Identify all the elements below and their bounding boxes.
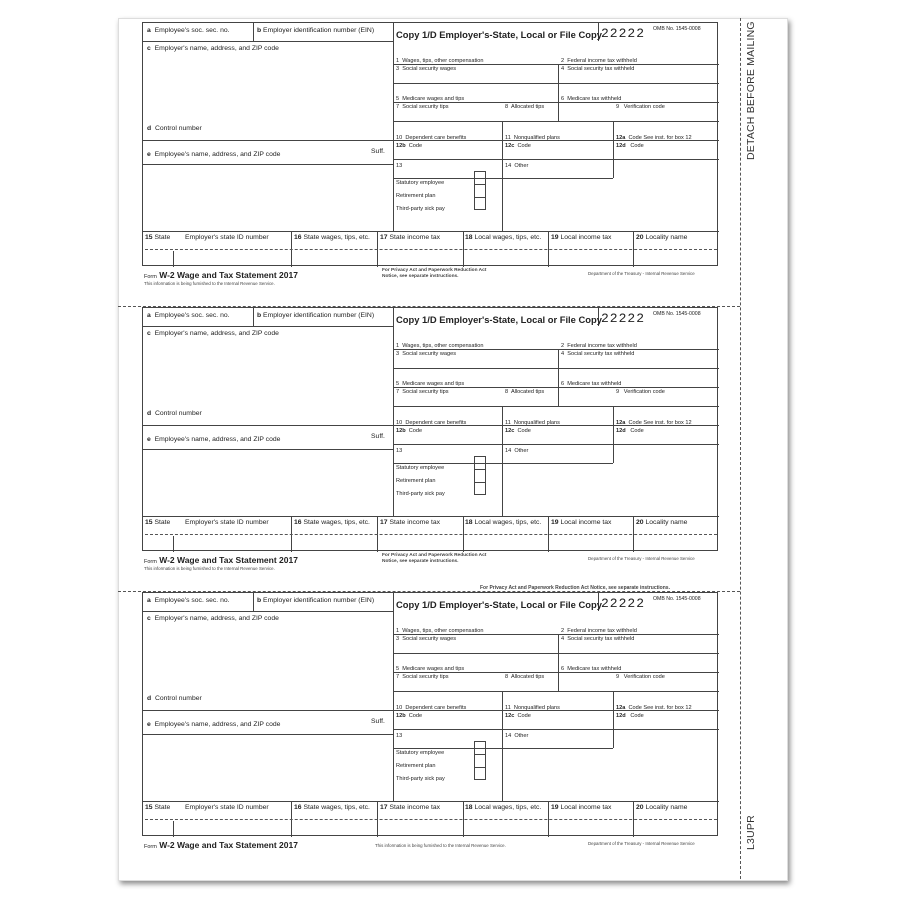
box-1-label: Wages, tips, other compensation <box>402 628 484 634</box>
box-14-label: Other <box>514 163 529 169</box>
w2-form-copy-1 <box>142 22 718 292</box>
box-11-label: Nonqualified plans <box>513 420 560 426</box>
third-party-sick-pay-label: Third-party sick pay <box>396 491 445 497</box>
box-17-label: State income tax <box>389 234 441 241</box>
box-11-label: Nonqualified plans <box>513 705 560 711</box>
box-12a-label: Code See inst. for box 12 <box>628 420 692 426</box>
box-c-label: Employer's name, address, and ZIP code <box>154 45 279 52</box>
box-13-number: 13 <box>396 733 403 739</box>
box-4-label: Social security tax withheld <box>567 636 635 642</box>
w2-form-copy-3 <box>142 585 718 862</box>
state-id-label: Employer's state ID number <box>185 234 269 241</box>
privacy-notice-line2: Notice, see separate instructions. <box>382 274 459 279</box>
box-13-number: 13 <box>396 163 403 169</box>
box-12b-label: Code <box>408 143 423 149</box>
box-2-label: Federal income tax withheld <box>567 628 637 634</box>
box-6-label: Medicare tax withheld <box>567 96 622 102</box>
box-5-label: Medicare wages and tips <box>402 96 465 102</box>
box-9-label: Verification code <box>623 104 665 110</box>
box-4-label: Social security tax withheld <box>567 66 635 72</box>
box-19-label: Local income tax <box>560 519 612 526</box>
box-12d-label: Code <box>630 713 644 719</box>
privacy-notice-top: For Privacy Act and Paperwork Reduction Act Notice, see separate instructions. <box>480 585 670 591</box>
box-17-label: State income tax <box>389 519 441 526</box>
statutory-employee-label: Statutory employee <box>396 465 445 471</box>
box-e-label: Employee's name, address, and ZIP code <box>154 151 281 158</box>
box-18-label: Local wages, tips, etc. <box>474 519 542 526</box>
box-5-label: Medicare wages and tips <box>402 666 465 672</box>
box-13-checkboxes[interactable] <box>474 741 486 780</box>
box-8-label: Allocated tips <box>510 389 545 395</box>
form-code: 22222 <box>601 596 646 611</box>
box-12c-label: Code <box>517 428 531 434</box>
box-c-label: Employer's name, address, and ZIP code <box>154 330 279 337</box>
furnished-notice: This information is being furnished to the Internal Revenue Service. <box>375 843 506 848</box>
box-7-label: Social security tips <box>402 389 449 395</box>
box-20-label: Locality name <box>645 519 688 526</box>
box-a-label: Employee's soc. sec. no. <box>154 312 230 319</box>
box-9-label: Verification code <box>623 674 665 680</box>
form-grid: a Employee's soc. sec. no. b Employer identification number (EIN) Copy 1/D Employer's-State, Local or File Copy 22222 OMB No. 1545-0008 c Employer's name, address, and ZIP code 1 Wages, tips, other compensation 2 Federal income tax withheld 3 Social security wages 4 Social security tax withheld 5 Medicare wages and tips 6 Medicare tax withheld 7 Social security tips 8 Allocated tips 9 Verification code d Control number 10 Dependent care benefits 11 Nonqualified plans 12a Code See inst. for box 12 12b Code 12c Code 12d Code e Employee's name, address, and ZIP code Suff. 13 Statutory employee Retirement plan Third-party sick pay 14 Other 15 State Employer's state ID number 16 State wages, tips, etc. 17 State income tax 18 Local wages, tips, etc. 19 Local income tax 20 Locality name <box>142 592 718 836</box>
box-12d-label: Code <box>630 143 644 149</box>
suffix-label: Suff. <box>371 718 385 725</box>
department-label: Department of the Treasury - Internal Revenue Service <box>588 556 695 561</box>
box-3-label: Social security wages <box>402 636 457 642</box>
third-party-sick-pay-label: Third-party sick pay <box>396 776 445 782</box>
box-6-label: Medicare tax withheld <box>567 381 622 387</box>
box-e-label: Employee's name, address, and ZIP code <box>154 721 281 728</box>
box-14-label: Other <box>514 733 529 739</box>
box-12b-label: Code <box>408 428 423 434</box>
statutory-employee-label: Statutory employee <box>396 180 445 186</box>
box-15-label: State <box>154 234 171 241</box>
box-13-number: 13 <box>396 448 403 454</box>
furnished-notice: This information is being furnished to the Internal Revenue Service. <box>144 281 275 286</box>
box-12d-label: Code <box>630 428 644 434</box>
form-name: Form W-2 Wage and Tax Statement 2017 <box>144 555 298 565</box>
privacy-notice-line2: Notice, see separate instructions. <box>382 559 459 564</box>
box-7-label: Social security tips <box>402 674 449 680</box>
retirement-plan-label: Retirement plan <box>396 193 436 199</box>
box-6-label: Medicare tax withheld <box>567 666 622 672</box>
box-16-label: State wages, tips, etc. <box>303 234 370 241</box>
box-12c-label: Code <box>517 143 531 149</box>
box-12c-label: Code <box>517 713 531 719</box>
product-code-label: L3UPR <box>745 815 757 850</box>
box-10-label: Dependent care benefits <box>405 705 467 711</box>
omb-number: OMB No. 1545-0008 <box>653 26 701 32</box>
furnished-notice: This information is being furnished to the Internal Revenue Service. <box>144 566 275 571</box>
box-20-label: Locality name <box>645 234 688 241</box>
box-1-label: Wages, tips, other compensation <box>402 343 484 349</box>
form-code: 22222 <box>601 311 646 326</box>
omb-number: OMB No. 1545-0008 <box>653 311 701 317</box>
suffix-label: Suff. <box>371 433 385 440</box>
box-12a-label: Code See inst. for box 12 <box>628 705 692 711</box>
suffix-label: Suff. <box>371 148 385 155</box>
box-10-label: Dependent care benefits <box>405 420 467 426</box>
box-c-label: Employer's name, address, and ZIP code <box>154 615 279 622</box>
form-name: Form W-2 Wage and Tax Statement 2017 <box>144 270 298 280</box>
box-18-label: Local wages, tips, etc. <box>474 804 542 811</box>
box-15-label: State <box>154 519 171 526</box>
retirement-plan-label: Retirement plan <box>396 763 436 769</box>
box-17-label: State income tax <box>389 804 441 811</box>
box-1-label: Wages, tips, other compensation <box>402 58 484 64</box>
box-a-label: Employee's soc. sec. no. <box>154 27 230 34</box>
box-a-label: Employee's soc. sec. no. <box>154 597 230 604</box>
form-name: Form W-2 Wage and Tax Statement 2017 <box>144 840 298 850</box>
box-19-label: Local income tax <box>560 234 612 241</box>
box-8-label: Allocated tips <box>510 674 545 680</box>
box-d-label: Control number <box>154 410 202 417</box>
box-8-label: Allocated tips <box>510 104 545 110</box>
box-e-label: Employee's name, address, and ZIP code <box>154 436 281 443</box>
box-13-checkboxes[interactable] <box>474 171 486 210</box>
box-d-label: Control number <box>154 695 202 702</box>
copy-title: Copy 1/D Employer's-State, Local or File Copy <box>396 599 602 610</box>
form-code: 22222 <box>601 26 646 41</box>
box-19-label: Local income tax <box>560 804 612 811</box>
box-b-label: Employer identification number (EIN) <box>263 597 375 604</box>
department-label: Department of the Treasury - Internal Revenue Service <box>588 841 695 846</box>
box-11-label: Nonqualified plans <box>513 135 560 141</box>
box-5-label: Medicare wages and tips <box>402 381 465 387</box>
box-18-label: Local wages, tips, etc. <box>474 234 542 241</box>
third-party-sick-pay-label: Third-party sick pay <box>396 206 445 212</box>
copy-title: Copy 1/D Employer's-State, Local or File Copy <box>396 314 602 325</box>
box-9-label: Verification code <box>623 389 665 395</box>
copy-title: Copy 1/D Employer's-State, Local or File Copy <box>396 29 602 40</box>
state-id-label: Employer's state ID number <box>185 519 269 526</box>
w2-form-copy-2 <box>142 307 718 577</box>
form-grid: a Employee's soc. sec. no. b Employer identification number (EIN) Copy 1/D Employer's-State, Local or File Copy 22222 OMB No. 1545-0008 c Employer's name, address, and ZIP code 1 Wages, tips, other compensation 2 Federal income tax withheld 3 Social security wages 4 Social security tax withheld 5 Medicare wages and tips 6 Medicare tax withheld 7 Social security tips 8 Allocated tips 9 Verification code d Control number 10 Dependent care benefits 11 Nonqualified plans 12a Code See inst. for box 12 12b Code 12c Code 12d Code e Employee's name, address, and ZIP code Suff. 13 Statutory employee Retirement plan Third-party sick pay 14 Other 15 State Employer's state ID number 16 State wages, tips, etc. 17 State income tax 18 Local wages, tips, etc. 19 Local income tax 20 Locality name <box>142 22 718 266</box>
state-id-label: Employer's state ID number <box>185 804 269 811</box>
box-4-label: Social security tax withheld <box>567 351 635 357</box>
form-grid: a Employee's soc. sec. no. b Employer identification number (EIN) Copy 1/D Employer's-State, Local or File Copy 22222 OMB No. 1545-0008 c Employer's name, address, and ZIP code 1 Wages, tips, other compensation 2 Federal income tax withheld 3 Social security wages 4 Social security tax withheld 5 Medicare wages and tips 6 Medicare tax withheld 7 Social security tips 8 Allocated tips 9 Verification code d Control number 10 Dependent care benefits 11 Nonqualified plans 12a Code See inst. for box 12 12b Code 12c Code 12d Code e Employee's name, address, and ZIP code Suff. 13 Statutory employee Retirement plan Third-party sick pay 14 Other 15 State Employer's state ID number 16 State wages, tips, etc. 17 State income tax 18 Local wages, tips, etc. 19 Local income tax 20 Locality name <box>142 307 718 551</box>
box-14-label: Other <box>514 448 529 454</box>
box-16-label: State wages, tips, etc. <box>303 519 370 526</box>
box-20-label: Locality name <box>645 804 688 811</box>
box-15-label: State <box>154 804 171 811</box>
box-7-label: Social security tips <box>402 104 449 110</box>
box-10-label: Dependent care benefits <box>405 135 467 141</box>
box-16-label: State wages, tips, etc. <box>303 804 370 811</box>
box-13-checkboxes[interactable] <box>474 456 486 495</box>
box-12b-label: Code <box>408 713 423 719</box>
box-3-label: Social security wages <box>402 66 457 72</box>
box-2-label: Federal income tax withheld <box>567 343 637 349</box>
box-2-label: Federal income tax withheld <box>567 58 637 64</box>
vertical-perforation <box>740 18 741 879</box>
box-3-label: Social security wages <box>402 351 457 357</box>
statutory-employee-label: Statutory employee <box>396 750 445 756</box>
detach-label <box>745 130 757 160</box>
omb-number: OMB No. 1545-0008 <box>653 596 701 602</box>
retirement-plan-label: Retirement plan <box>396 478 436 484</box>
box-b-label: Employer identification number (EIN) <box>263 312 375 319</box>
box-d-label: Control number <box>154 125 202 132</box>
box-12a-label: Code See inst. for box 12 <box>628 135 692 141</box>
privacy-notice-line1: For Privacy Act and Paperwork Reduction Act <box>382 553 487 558</box>
department-label: Department of the Treasury - Internal Revenue Service <box>588 271 695 276</box>
box-b-label: Employer identification number (EIN) <box>263 27 375 34</box>
privacy-notice-line1: For Privacy Act and Paperwork Reduction Act <box>382 268 487 273</box>
